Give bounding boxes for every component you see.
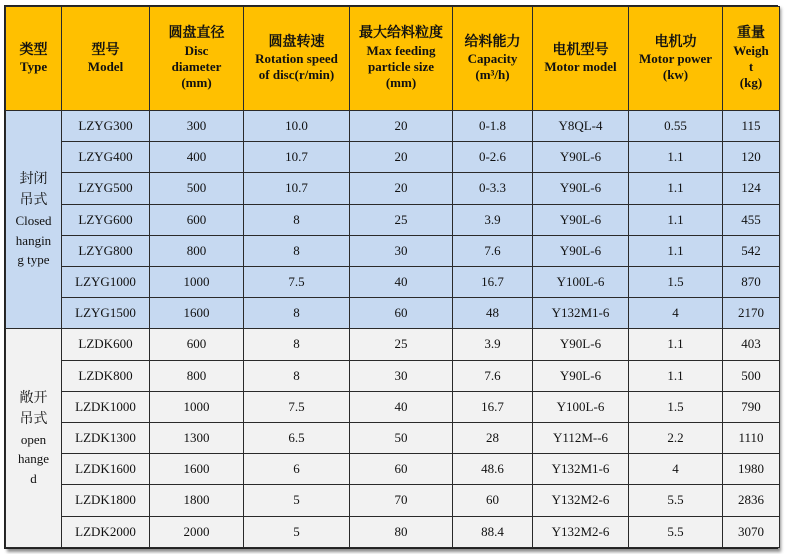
cell-motor-model: Y132M2-6 <box>533 516 629 547</box>
header-label-en: (mm) <box>385 75 417 91</box>
cell-disc-diameter: 500 <box>150 173 244 204</box>
header-label-zh: 最大给料粒度 <box>359 26 443 42</box>
group-label-en: g type <box>17 252 50 268</box>
cell-rotation-speed: 8 <box>244 329 350 360</box>
cell-max-feeding-size: 40 <box>350 267 453 298</box>
header-weight <box>723 7 780 111</box>
group-label-en: open <box>20 431 47 447</box>
cell-rotation-speed: 5 <box>244 516 350 547</box>
cell-disc-diameter: 2000 <box>150 516 244 547</box>
header-max-feeding-size <box>350 7 453 111</box>
header-label-en: (kw) <box>662 67 689 83</box>
cell-rotation-speed: 8 <box>244 235 350 266</box>
cell-disc-diameter: 1600 <box>150 298 244 329</box>
cell-max-feeding-size: 40 <box>350 391 453 422</box>
cell-capacity: 3.9 <box>453 329 533 360</box>
cell-rotation-speed: 6.5 <box>244 423 350 454</box>
header-label-en: (kg) <box>739 75 763 91</box>
header-type <box>6 7 62 111</box>
cell-model: LZYG400 <box>62 142 150 173</box>
cell-motor-power: 1.1 <box>629 142 723 173</box>
cell-motor-power: 1.1 <box>629 173 723 204</box>
cell-motor-power: 1.1 <box>629 360 723 391</box>
header-label-en: Rotation speed <box>255 51 338 66</box>
cell-motor-model: Y132M1-6 <box>533 298 629 329</box>
cell-motor-power: 1.1 <box>629 204 723 235</box>
table-row <box>6 204 780 235</box>
cell-max-feeding-size: 70 <box>350 485 453 516</box>
cell-max-feeding-size: 30 <box>350 235 453 266</box>
cell-motor-power: 1.1 <box>629 329 723 360</box>
header-label-en: (m³/h) <box>475 67 510 83</box>
cell-weight: 1980 <box>723 454 780 485</box>
cell-model: LZYG1500 <box>62 298 150 329</box>
cell-motor-model: Y90L-6 <box>533 235 629 266</box>
table-row <box>6 173 780 204</box>
cell-motor-model: Y132M1-6 <box>533 454 629 485</box>
spec-table <box>5 6 780 548</box>
cell-max-feeding-size: 20 <box>350 111 453 142</box>
cell-weight: 790 <box>723 391 780 422</box>
group-label-en: hangin <box>15 232 52 248</box>
cell-disc-diameter: 1000 <box>150 267 244 298</box>
cell-motor-model: Y100L-6 <box>533 391 629 422</box>
header-motor-power <box>629 7 723 111</box>
cell-weight: 124 <box>723 173 780 204</box>
cell-motor-model: Y112M--6 <box>533 423 629 454</box>
cell-rotation-speed: 8 <box>244 204 350 235</box>
spec-table-frame <box>4 5 778 549</box>
cell-capacity: 0-2.6 <box>453 142 533 173</box>
header-label-en: Weigh <box>733 42 769 58</box>
cell-model: LZYG500 <box>62 173 150 204</box>
cell-weight: 115 <box>723 111 780 142</box>
cell-capacity: 48 <box>453 298 533 329</box>
cell-weight: 500 <box>723 360 780 391</box>
group-label-en: d <box>30 470 37 486</box>
cell-model: LZYG800 <box>62 235 150 266</box>
cell-weight: 542 <box>723 235 780 266</box>
cell-rotation-speed: 10.0 <box>244 111 350 142</box>
header-label-en: of disc(r/min) <box>258 67 335 83</box>
cell-max-feeding-size: 20 <box>350 142 453 173</box>
cell-motor-model: Y8QL-4 <box>533 111 629 142</box>
cell-capacity: 48.6 <box>453 454 533 485</box>
cell-capacity: 0-3.3 <box>453 173 533 204</box>
table-header <box>6 7 780 111</box>
cell-weight: 870 <box>723 267 780 298</box>
cell-rotation-speed: 5 <box>244 485 350 516</box>
cell-motor-model: Y90L-6 <box>533 329 629 360</box>
table-row <box>6 454 780 485</box>
cell-capacity: 88.4 <box>453 516 533 547</box>
cell-motor-model: Y90L-6 <box>533 204 629 235</box>
cell-disc-diameter: 1600 <box>150 454 244 485</box>
header-capacity <box>453 7 533 111</box>
header-label-en: Motor model <box>544 59 617 75</box>
table-row <box>6 235 780 266</box>
group-label-zh: 封闭 <box>19 172 48 188</box>
cell-motor-model: Y132M2-6 <box>533 485 629 516</box>
cell-disc-diameter: 1800 <box>150 485 244 516</box>
cell-disc-diameter: 1300 <box>150 423 244 454</box>
header-label-en: diameter <box>171 59 222 75</box>
cell-rotation-speed: 10.7 <box>244 173 350 204</box>
group-label-en: hange <box>17 451 50 467</box>
table-row <box>6 360 780 391</box>
header-label-en: particle size <box>367 59 435 75</box>
header-label-en: Max feeding <box>366 42 436 58</box>
cell-motor-power: 4 <box>629 454 723 485</box>
cell-motor-power: 4 <box>629 298 723 329</box>
cell-disc-diameter: 800 <box>150 235 244 266</box>
cell-motor-power: 1.5 <box>629 391 723 422</box>
cell-rotation-speed: 7.5 <box>244 267 350 298</box>
cell-max-feeding-size: 25 <box>350 329 453 360</box>
header-label-zh: 给料能力 <box>464 34 521 50</box>
table-row <box>6 423 780 454</box>
cell-weight: 120 <box>723 142 780 173</box>
header-label-zh: 类型 <box>19 42 48 58</box>
cell-max-feeding-size: 25 <box>350 204 453 235</box>
cell-disc-diameter: 300 <box>150 111 244 142</box>
table-body <box>6 111 780 548</box>
cell-motor-power: 0.55 <box>629 111 723 142</box>
header-label-en: Motor power <box>638 51 713 66</box>
cell-motor-power: 1.5 <box>629 267 723 298</box>
cell-disc-diameter: 600 <box>150 329 244 360</box>
table-row <box>6 267 780 298</box>
group-label-en: Closed <box>15 213 52 229</box>
cell-disc-diameter: 1000 <box>150 391 244 422</box>
cell-max-feeding-size: 80 <box>350 516 453 547</box>
table-row <box>6 298 780 329</box>
cell-weight: 403 <box>723 329 780 360</box>
cell-model: LZDK600 <box>62 329 150 360</box>
cell-weight: 2170 <box>723 298 780 329</box>
cell-max-feeding-size: 60 <box>350 298 453 329</box>
cell-capacity: 3.9 <box>453 204 533 235</box>
group-label-zh: 吊式 <box>19 411 48 427</box>
cell-weight: 2836 <box>723 485 780 516</box>
cell-model: LZDK800 <box>62 360 150 391</box>
cell-model: LZDK1000 <box>62 391 150 422</box>
cell-capacity: 7.6 <box>453 360 533 391</box>
table-row <box>6 111 780 142</box>
cell-model: LZDK1800 <box>62 485 150 516</box>
header-motor-model <box>533 7 629 111</box>
cell-weight: 1110 <box>723 423 780 454</box>
table-row <box>6 142 780 173</box>
cell-weight: 3070 <box>723 516 780 547</box>
cell-disc-diameter: 400 <box>150 142 244 173</box>
group-type-cell <box>6 329 62 548</box>
table-row <box>6 329 780 360</box>
header-model <box>62 7 150 111</box>
cell-motor-model: Y90L-6 <box>533 173 629 204</box>
header-label-en: Capacity <box>467 51 518 66</box>
cell-disc-diameter: 600 <box>150 204 244 235</box>
cell-motor-power: 2.2 <box>629 423 723 454</box>
header-label-en: Model <box>87 59 124 75</box>
header-label-en: (mm) <box>181 75 212 91</box>
cell-model: LZDK2000 <box>62 516 150 547</box>
cell-max-feeding-size: 50 <box>350 423 453 454</box>
cell-rotation-speed: 10.7 <box>244 142 350 173</box>
cell-rotation-speed: 8 <box>244 298 350 329</box>
header-label-en: Type <box>19 59 48 75</box>
table-row <box>6 485 780 516</box>
header-rotation-speed <box>244 7 350 111</box>
cell-max-feeding-size: 30 <box>350 360 453 391</box>
cell-motor-power: 5.5 <box>629 485 723 516</box>
cell-max-feeding-size: 60 <box>350 454 453 485</box>
group-label-zh: 吊式 <box>19 193 48 209</box>
cell-capacity: 60 <box>453 485 533 516</box>
cell-rotation-speed: 6 <box>244 454 350 485</box>
cell-capacity: 16.7 <box>453 391 533 422</box>
cell-model: LZDK1600 <box>62 454 150 485</box>
cell-rotation-speed: 8 <box>244 360 350 391</box>
group-type-cell <box>6 111 62 329</box>
group-label-zh: 敞开 <box>19 390 48 406</box>
cell-motor-power: 1.1 <box>629 235 723 266</box>
header-label-zh: 电机功 <box>654 34 697 50</box>
cell-motor-power: 5.5 <box>629 516 723 547</box>
header-label-zh: 型号 <box>91 42 120 58</box>
cell-model: LZYG300 <box>62 111 150 142</box>
cell-motor-model: Y90L-6 <box>533 360 629 391</box>
header-label-zh: 圆盘转速 <box>268 34 325 50</box>
header-label-zh: 电机型号 <box>552 42 609 58</box>
cell-motor-model: Y90L-6 <box>533 142 629 173</box>
header-label-en: Disc <box>184 42 209 58</box>
table-row <box>6 391 780 422</box>
header-label-en: t <box>748 59 754 75</box>
cell-weight: 455 <box>723 204 780 235</box>
cell-capacity: 16.7 <box>453 267 533 298</box>
cell-motor-model: Y100L-6 <box>533 267 629 298</box>
cell-model: LZDK1300 <box>62 423 150 454</box>
header-label-zh: 圆盘直径 <box>168 26 225 42</box>
cell-model: LZYG1000 <box>62 267 150 298</box>
table-row <box>6 516 780 547</box>
cell-capacity: 7.6 <box>453 235 533 266</box>
cell-capacity: 0-1.8 <box>453 111 533 142</box>
cell-capacity: 28 <box>453 423 533 454</box>
cell-model: LZYG600 <box>62 204 150 235</box>
header-row <box>6 7 780 111</box>
cell-rotation-speed: 7.5 <box>244 391 350 422</box>
header-disc-diameter <box>150 7 244 111</box>
header-label-zh: 重量 <box>737 26 765 42</box>
cell-disc-diameter: 800 <box>150 360 244 391</box>
cell-max-feeding-size: 20 <box>350 173 453 204</box>
